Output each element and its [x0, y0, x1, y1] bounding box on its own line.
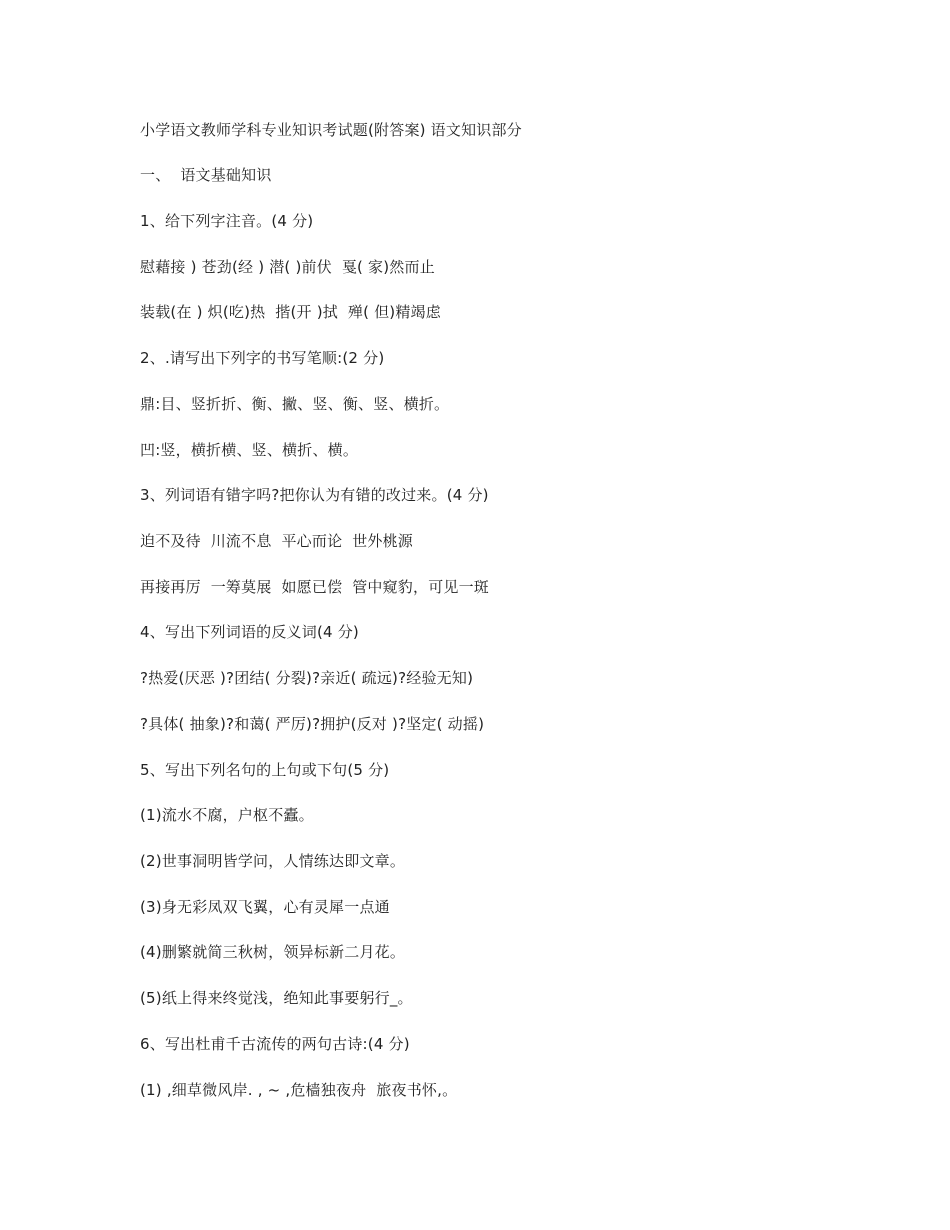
question-5-item: (1)流水不腐，户枢不蠹。	[140, 806, 314, 824]
question-1-line-b: 装载(在 ) 炽(吃)热 揩(开 )拭 殚( 但)精竭虑	[140, 303, 441, 321]
question-3-line-b: 再接再厉 一筹莫展 如愿已偿 管中窥豹，可见一斑	[140, 578, 490, 596]
question-6-prompt: 6、写出杜甫千古流传的两句古诗:(4 分)	[140, 1035, 410, 1053]
question-4-line-b: ?具体( 抽象)?和蔼( 严厉)?拥护(反对 )?坚定( 动摇)	[140, 715, 485, 733]
document-title: 小学语文教师学科专业知识考试题(附答案) 语文知识部分	[140, 121, 522, 139]
question-4-line-a: ?热爱(厌恶 )?团结( 分裂)?亲近( 疏远)?经验无知)	[140, 669, 474, 687]
question-1-line-a: 慰藉接 ) 苍劲(经 ) 潜( )前伏 戛( 家)然而止	[140, 258, 435, 276]
question-5-prompt: 5、写出下列名句的上句或下句(5 分)	[140, 761, 390, 779]
question-2-prompt: 2、.请写出下列字的书写笔顺:(2 分)	[140, 349, 385, 367]
section-heading: 一、 语文基础知识	[140, 166, 272, 184]
question-5-item: (5)纸上得来终觉浅，绝知此事要躬行_。	[140, 989, 413, 1007]
question-4-prompt: 4、写出下列词语的反义词(4 分)	[140, 623, 359, 641]
question-3-line-a: 迫不及待 川流不息 平心而论 世外桃源	[140, 532, 414, 550]
question-5-item: (4)删繁就简三秋树，领异标新二月花。	[140, 943, 406, 961]
question-5-item: (2)世事洞明皆学问，人情练达即文章。	[140, 852, 406, 870]
question-1-prompt: 1、给下列字注音。(4 分)	[140, 212, 314, 230]
question-2-line-a: 鼎:目、竖折折、衡、撇、竖、衡、竖、横折。	[140, 395, 450, 413]
question-2-line-b: 凹:竖，横折横、竖、横折、横。	[140, 441, 359, 459]
question-5-item: (3)身无彩凤双飞翼，心有灵犀一点通	[140, 898, 390, 916]
question-3-prompt: 3、列词语有错字吗?把你认为有错的改过来。(4 分)	[140, 486, 489, 504]
question-6-line-a: (1) ,细草微风岸. , ~ ,危樯独夜舟 旅夜书怀,。	[140, 1081, 458, 1099]
